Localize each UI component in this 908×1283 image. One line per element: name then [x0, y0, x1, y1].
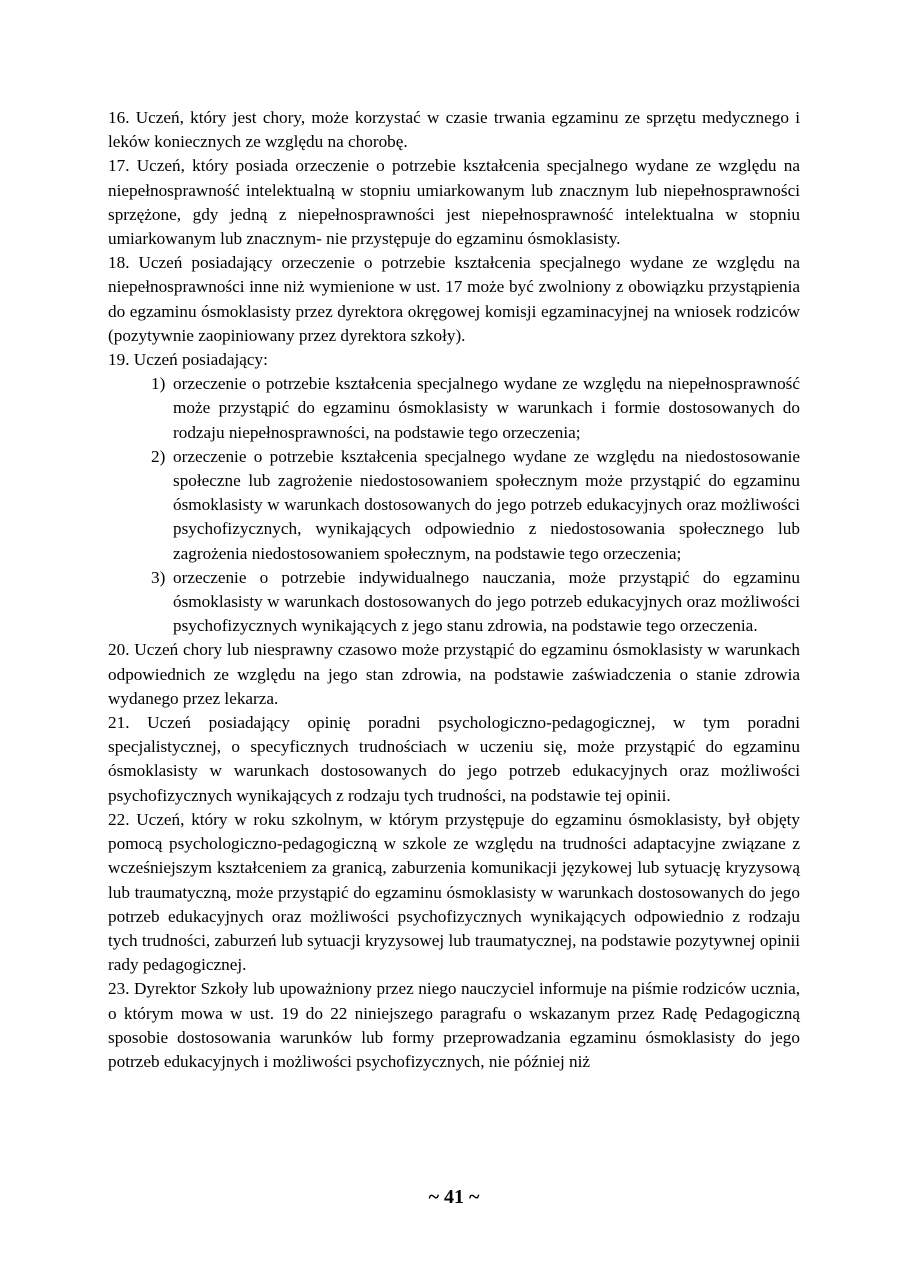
list-item-text: orzeczenie o potrzebie kształcenia specjalnego wydane ze względu na niedostosowanie społeczne lub zagrożenie niedostosowaniem społecznym może przystąpić do egzaminu ósmoklasisty w warunkach dostosowanych do jego potrzeb edukacyjnych oraz możliwości psychofizycznych, wynikających odpowiednio z niedostosowania społecznego lub zagrożenia niedostosowaniem społecznym, na podstawie tego orzeczenia; [173, 446, 800, 563]
paragraph-18: 18. Uczeń posiadający orzeczenie o potrzebie kształcenia specjalnego wydane ze względu na niepełnosprawności inne niż wymienione w ust. 17 może być zwolniony z obowiązku przystąpienia do egzaminu ósmoklasisty przez dyrektora okręgowej komisji egzaminacyjnej na wniosek rodziców (pozytywnie zaopiniowany przez dyrektora szkoły). [108, 253, 800, 345]
page-number: ~ 41 ~ [428, 1186, 480, 1208]
document-body [108, 106, 800, 1074]
paragraph-16: 16. Uczeń, który jest chory, może korzystać w czasie trwania egzaminu ze sprzętu medycznego i leków koniecznych ze względu na chorobę. [108, 108, 800, 152]
list-item-number: 1) [151, 374, 166, 394]
list-item [108, 372, 800, 445]
paragraph-17: 17. Uczeń, który posiada orzeczenie o potrzebie kształcenia specjalnego wydane ze względu na niepełnosprawność intelektualną w stopniu umiarkowanym lub znacznym lub niepełnosprawności sprzężone, gdy jedną z niepełnosprawności jest niepełnosprawność intelektualna w stopniu umiarkowanym lub znacznym- nie przystępuje do egzaminu ósmoklasisty. [108, 156, 800, 249]
list-item-text: orzeczenie o potrzebie kształcenia specjalnego wydane ze względu na niepełnosprawność może przystąpić do egzaminu ósmoklasisty w warunkach i formie dostosowanych do rodzaju niepełnosprawności, na podstawie tego orzeczenia; [173, 374, 800, 442]
paragraph-19-list [108, 372, 800, 638]
paragraph-22: 22. Uczeń, który w roku szkolnym, w którym przystępuje do egzaminu ósmoklasisty, był objęty pomocą psychologiczno-pedagogiczną w szkole ze względu na trudności adaptacyjne związane z wcześniejszym kształceniem za granicą, zaburzenia komunikacji językowej lub sytuację kryzysową lub traumatyczną, może przystąpić do egzaminu ósmoklasisty w warunkach dostosowanych do jego potrzeb edukacyjnych oraz możliwości psychofizycznych wynikających odpowiednio z rodzaju tych trudności, zaburzeń lub sytuacji kryzysowej lub traumatycznej, na podstawie pozytywnej opinii rady pedagogicznej. [108, 809, 800, 975]
list-item [108, 566, 800, 639]
paragraph-19: 19. Uczeń posiadający: [108, 350, 268, 370]
list-item-number: 2) [151, 446, 166, 466]
list-item [108, 445, 800, 566]
list-item-text: orzeczenie o potrzebie indywidualnego nauczania, może przystąpić do egzaminu ósmoklasisty w warunkach dostosowanych do jego potrzeb edukacyjnych oraz możliwości psychofizycznych wynikających z jego stanu zdrowia, na podstawie tego orzeczenia. [173, 567, 800, 636]
list-item-number: 3) [151, 567, 166, 587]
paragraph-21: 21. Uczeń posiadający opinię poradni psychologiczno-pedagogicznej, w tym poradni specjalistycznej, o specyficznych trudnościach w uczeniu się, może przystąpić do egzaminu ósmoklasisty w warunkach dostosowanych do jego potrzeb edukacyjnych oraz możliwości psychofizycznych wynikających z rodzaju tych trudności, na podstawie tej opinii. [108, 713, 800, 805]
paragraph-23: 23. Dyrektor Szkoły lub upoważniony przez niego nauczyciel informuje na piśmie rodziców ucznia, o którym mowa w ust. 19 do 22 niniejszego paragrafu o wskazanym przez Radę Pedagogiczną sposobie dostosowania warunków lub formy przeprowadzania egzaminu ósmoklasisty do jego potrzeb edukacyjnych i możliwości psychofizycznych, nie później niż [108, 979, 800, 1071]
paragraph-20: 20. Uczeń chory lub niesprawny czasowo może przystąpić do egzaminu ósmoklasisty w warunkach odpowiednich ze względu na jego stan zdrowia, na podstawie zaświadczenia o stanie zdrowia wydanego przez lekarza. [108, 640, 800, 708]
